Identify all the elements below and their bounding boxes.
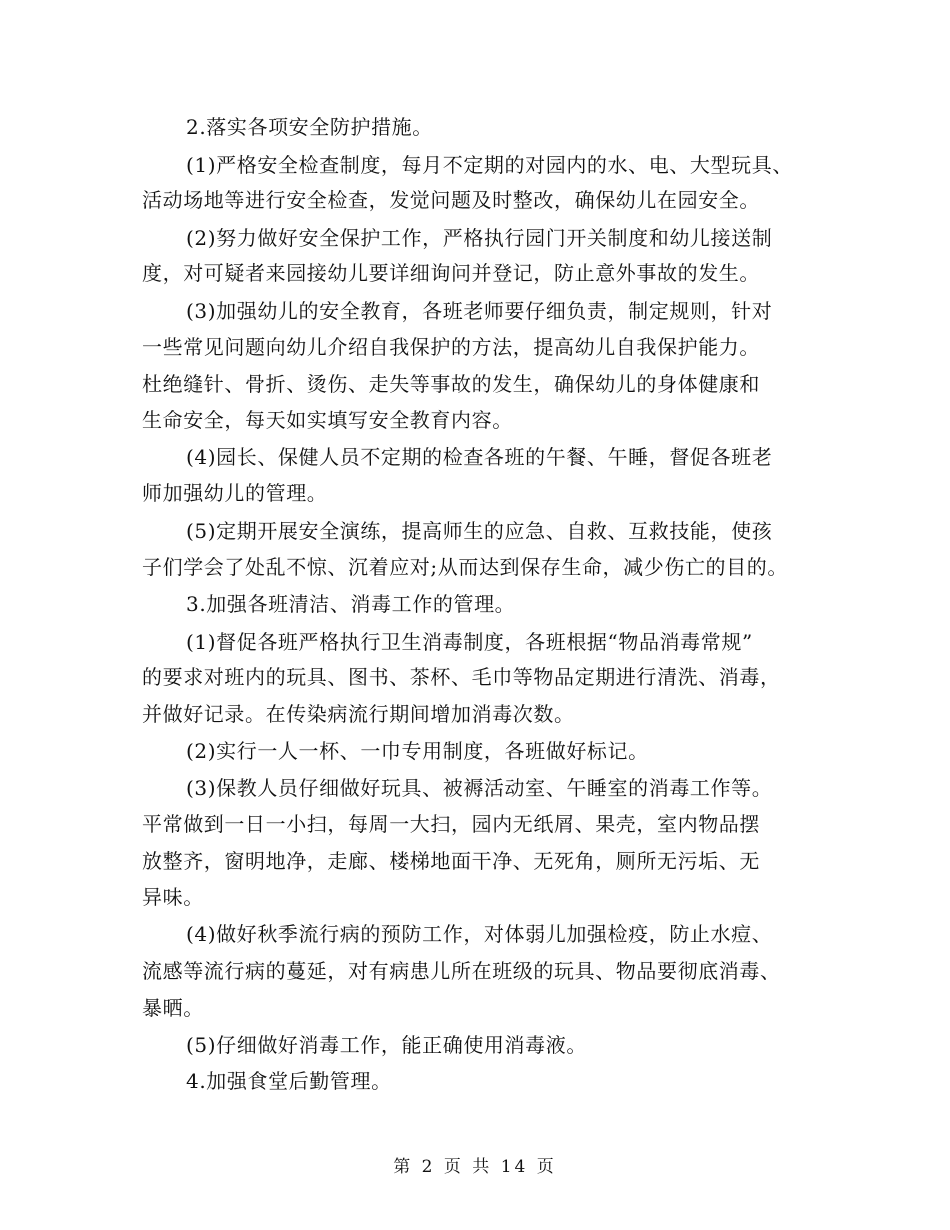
- paragraph-line: 活动场地等进行安全检查，发觉问题及时整改，确保幼儿在园安全。: [142, 188, 760, 212]
- paragraph-line: (1)督促各班严格执行卫生消毒制度，各班根据“物品消毒常规”: [186, 630, 753, 654]
- paragraph-line: 的要求对班内的玩具、图书、茶杯、毛巾等物品定期进行清洗、消毒，: [142, 665, 781, 689]
- paragraph-line: 异味。: [142, 885, 204, 909]
- page-footer: 第 2 页 共 14 页: [393, 1157, 557, 1177]
- paragraph-line: 暴晒。: [142, 996, 204, 1020]
- paragraph-line: 生命安全，每天如实填写安全教育内容。: [142, 408, 513, 432]
- paragraph-line: (3)加强幼儿的安全教育，各班老师要仔细负责，制定规则，针对: [186, 299, 773, 323]
- paragraph-line: 一些常见问题向幼儿介绍自我保护的方法，提高幼儿自我保护能力。: [142, 335, 760, 359]
- section-heading: 3.加强各班清洁、消毒工作的管理。: [186, 592, 516, 616]
- paragraph-line: (4)做好秋季流行病的预防工作，对体弱儿加强检疫，防止水痘、: [186, 922, 773, 946]
- paragraph-line: 师加强幼儿的管理。: [142, 481, 328, 505]
- section-heading: 4.加强食堂后勤管理。: [186, 1069, 392, 1093]
- paragraph-line: 杜绝缝针、骨折、烫伤、走失等事故的发生，确保幼儿的身体健康和: [142, 372, 760, 396]
- paragraph-line: 流感等流行病的蔓延，对有病患儿所在班级的玩具、物品要彻底消毒、: [142, 959, 781, 983]
- paragraph-line: (4)园长、保健人员不定期的检查各班的午餐、午睡，督促各班老: [186, 445, 773, 469]
- paragraph-line: 子们学会了处乱不惊、沉着应对;从而达到保存生命，减少伤亡的目的。: [142, 555, 788, 579]
- section-heading: 2.落实各项安全防护措施。: [186, 115, 433, 139]
- paragraph-line: (1)严格安全检查制度，每月不定期的对园内的水、电、大型玩具、: [186, 153, 793, 177]
- paragraph-line: (3)保教人员仔细做好玩具、被褥活动室、午睡室的消毒工作等。: [186, 776, 773, 800]
- paragraph-line: 度，对可疑者来园接幼儿要详细询问并登记，防止意外事故的发生。: [142, 261, 760, 285]
- paragraph-line: 放整齐，窗明地净，走廊、楼梯地面干净、无死角，厕所无污垢、无: [142, 849, 760, 873]
- paragraph-line: 并做好记录。在传染病流行期间增加消毒次数。: [142, 702, 575, 726]
- paragraph-line: (5)定期开展安全演练，提高师生的应急、自救、互救技能，使孩: [186, 519, 773, 543]
- paragraph-line: (2)实行一人一杯、一巾专用制度，各班做好标记。: [186, 739, 649, 763]
- paragraph-line: (5)仔细做好消毒工作，能正确使用消毒液。: [186, 1033, 587, 1057]
- paragraph-line: (2)努力做好安全保护工作，严格执行园门开关制度和幼儿接送制: [186, 226, 773, 250]
- paragraph-line: 平常做到一日一小扫，每周一大扫，园内无纸屑、果壳，室内物品摆: [142, 812, 760, 836]
